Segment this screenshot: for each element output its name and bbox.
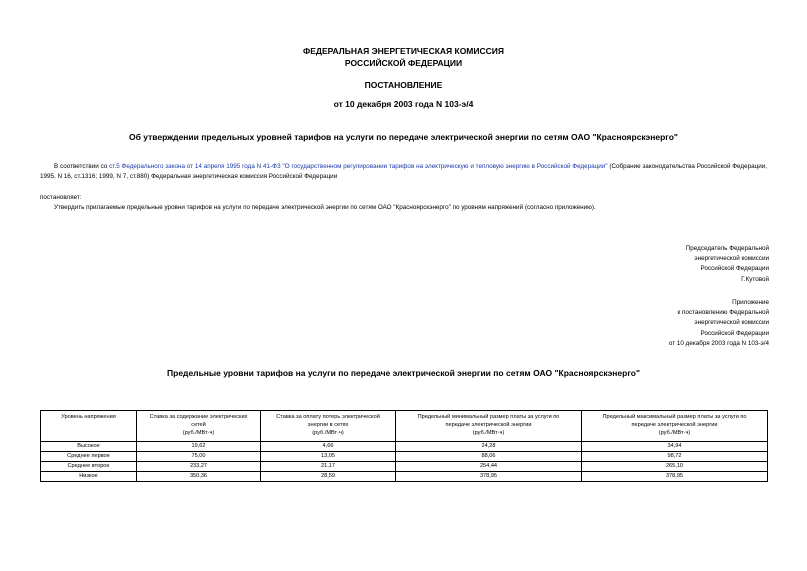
issuer-line-2: РОССИЙСКОЙ ФЕДЕРАЦИИ bbox=[344, 58, 463, 68]
appendix-line-2: к постановлению Федеральной bbox=[677, 309, 769, 317]
issuer-line-1: ФЕДЕРАЛЬНАЯ ЭНЕРГЕТИЧЕСКАЯ КОМИССИЯ bbox=[302, 46, 504, 56]
table-title: Предельные уровни тарифов на услуги по передаче электрической энергии по сетям ОАО "Красноярскэнерго" bbox=[167, 368, 640, 378]
header-max-fee: Предельный максимальный размер платы за услуги по передаче электрической энергии (руб./МВт·ч) bbox=[582, 411, 768, 442]
preamble-lead: В соответствии со bbox=[54, 163, 110, 170]
cell-maintenance-rate: 350,36 bbox=[137, 472, 261, 482]
cell-min-fee: 254,44 bbox=[396, 462, 582, 472]
appendix-line-3: энергетической комиссии bbox=[694, 319, 769, 327]
signature-block bbox=[686, 244, 769, 285]
table-row bbox=[41, 452, 768, 462]
table-header-row bbox=[41, 411, 768, 442]
preamble-tail: (Собрание законодательства Российской Федерации, 1995, N 16, ст.1316; 1999, N 7, ст.880) Федеральная энергетическая комиссия Российской Федерации bbox=[40, 163, 767, 180]
cell-losses-rate: 28,59 bbox=[261, 472, 396, 482]
federal-law-link[interactable]: ст.5 Федерального закона от 14 апреля 1995 года N 41-ФЗ "О государственном регулировании тарифов на электрическую и тепловую энергию в Российской Федерации" bbox=[109, 163, 608, 170]
preamble-paragraph bbox=[40, 162, 767, 182]
tariff-table bbox=[40, 410, 768, 482]
table-row bbox=[41, 442, 768, 452]
cell-max-fee: 98,72 bbox=[582, 452, 768, 462]
cell-max-fee: 378,95 bbox=[582, 472, 768, 482]
cell-maintenance-rate: 19,62 bbox=[137, 442, 261, 452]
cell-voltage-level: Высокое bbox=[41, 442, 137, 452]
issuer-heading bbox=[0, 45, 807, 69]
decision-text: Утвердить прилагаемые предельные уровни тарифов на услуги по передаче электрической энергии по сетям ОАО "Красноярскэнерго" по уровням напряжений (согласно приложению). bbox=[54, 204, 596, 211]
cell-losses-rate: 21,17 bbox=[261, 462, 396, 472]
cell-min-fee: 378,95 bbox=[396, 472, 582, 482]
cell-voltage-level: Низкое bbox=[41, 472, 137, 482]
signature-line-2: энергетической комиссии bbox=[694, 255, 769, 263]
appendix-line-4: Российской Федерации bbox=[700, 329, 769, 337]
cell-voltage-level: Среднее первое bbox=[41, 452, 137, 462]
cell-max-fee: 34,94 bbox=[582, 442, 768, 452]
cell-min-fee: 88,06 bbox=[396, 452, 582, 462]
document-type: ПОСТАНОВЛЕНИЕ bbox=[364, 80, 443, 90]
resolves-label: постановляет: bbox=[40, 194, 82, 201]
signatory-name: Г.Кутовой bbox=[741, 275, 769, 283]
signature-line-3: Российской Федерации bbox=[700, 265, 769, 273]
cell-maintenance-rate: 75,00 bbox=[137, 452, 261, 462]
appendix-line-1: Приложение bbox=[732, 299, 769, 306]
header-min-fee: Предельный минимальный размер платы за услуги по передаче электрической энергии (руб./МВт·ч) bbox=[396, 411, 582, 442]
table-row bbox=[41, 462, 768, 472]
table-row bbox=[41, 472, 768, 482]
cell-maintenance-rate: 233,27 bbox=[137, 462, 261, 472]
cell-max-fee: 265,10 bbox=[582, 462, 768, 472]
cell-losses-rate: 4,66 bbox=[261, 442, 396, 452]
header-voltage-level: Уровень напряжения bbox=[41, 411, 137, 442]
header-maintenance-rate: Ставка за содержание электрических сетей (руб./МВт·ч) bbox=[137, 411, 261, 442]
document-date-number: от 10 декабря 2003 года N 103-э/4 bbox=[333, 99, 474, 109]
signature-line-1: Председатель Федеральной bbox=[685, 245, 769, 252]
document-title: Об утверждении предельных уровней тарифов на услуги по передаче электрической энергии по сетям ОАО "Красноярскэнерго" bbox=[129, 132, 678, 142]
header-losses-rate: Ставка за оплату потерь электрической энергии в сетях (руб./МВт·ч) bbox=[261, 411, 396, 442]
appendix-line-5: от 10 декабря 2003 года N 103-э/4 bbox=[668, 339, 769, 347]
cell-losses-rate: 13,05 bbox=[261, 452, 396, 462]
cell-voltage-level: Среднее второе bbox=[41, 462, 137, 472]
cell-min-fee: 24,28 bbox=[396, 442, 582, 452]
appendix-block bbox=[669, 298, 769, 349]
